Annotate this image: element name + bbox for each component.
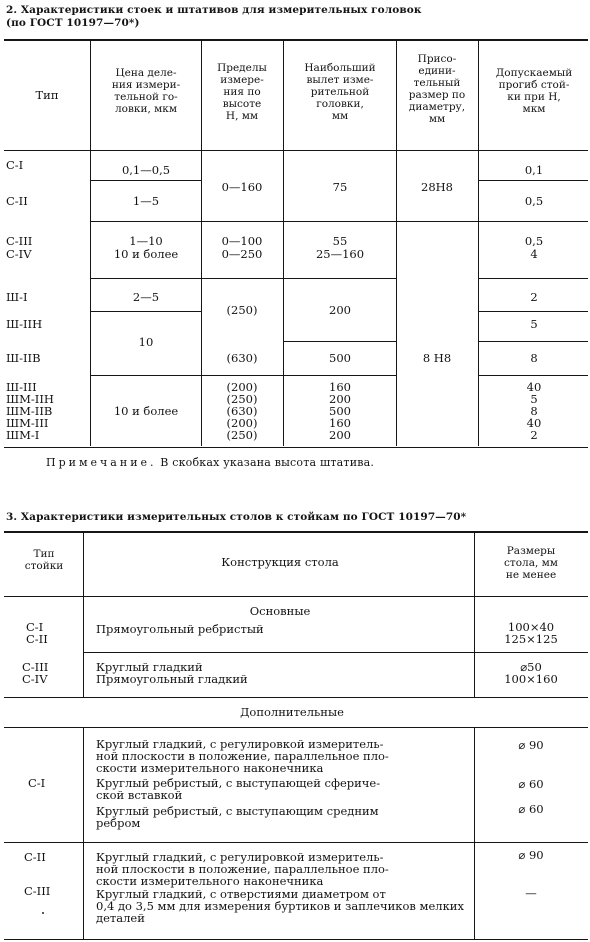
table2-col-divider	[283, 40, 284, 446]
t3-row-construction: ной плоскости в положение, параллельное пло-	[96, 749, 389, 763]
row-type: С-I	[6, 158, 24, 172]
header-diameter-6: мм	[428, 113, 446, 125]
table2-row-rule	[478, 375, 588, 376]
row-reach: 500	[329, 351, 351, 365]
row-reach: 25—160	[315, 247, 365, 261]
table2-row-rule	[90, 180, 201, 181]
section-main: Основные	[249, 604, 311, 618]
row-reach: 75	[332, 180, 348, 194]
table2-top-rule	[4, 39, 588, 41]
row-limits: (250)	[226, 303, 258, 317]
row-deflection: 0,5	[524, 234, 544, 248]
t3-row-size: —	[525, 886, 537, 900]
t3-header-construction: Конструкция стола	[221, 555, 339, 569]
table2-row-rule	[90, 221, 478, 222]
t3-header-type-1: Тип	[33, 548, 55, 560]
row-type: С-IV	[6, 247, 32, 261]
row-deflection: 5	[530, 392, 538, 406]
table3-bottom-rule	[4, 939, 588, 940]
t3-row-construction: скости измерительного наконечника	[96, 761, 324, 775]
row-reach: 200	[329, 428, 351, 442]
speck-mark	[42, 912, 44, 914]
row-limits: (630)	[226, 404, 258, 418]
t3-row-size: ⌀50	[520, 660, 542, 674]
row-limits: (630)	[226, 351, 258, 365]
header-reach-4: головки,	[316, 98, 364, 110]
row-limits: (250)	[226, 392, 258, 406]
header-reach-5: мм	[331, 110, 349, 122]
table2-row-rule	[478, 221, 588, 222]
header-diameter-3: тельный	[413, 77, 461, 89]
table2-col-divider	[478, 40, 479, 446]
row-type: ШМ-IIН	[6, 392, 54, 406]
table3-col-divider	[474, 728, 475, 939]
t3-row-construction: ной плоскости в положение, параллельное пло-	[96, 862, 389, 876]
t3-row-type: С-I	[28, 776, 46, 790]
t3-header-size-1: Размеры	[506, 545, 556, 557]
t3-row-type: С-IV	[22, 672, 48, 686]
table3-group-rule	[4, 842, 588, 843]
t3-row-size: ⌀ 90	[518, 738, 544, 752]
row-limits: (250)	[226, 428, 258, 442]
table3-col-divider	[474, 532, 475, 697]
row-deflection: 2	[530, 428, 538, 442]
table2-row-rule	[478, 180, 588, 181]
t3-row-construction: ской вставкой	[96, 788, 183, 802]
row-type: ШМ-I	[6, 428, 40, 442]
t3-row-size: 100×160	[504, 672, 558, 686]
row-type: Ш-III	[6, 380, 37, 394]
t3-row-construction: Прямоугольный ребристый	[96, 622, 264, 636]
table2-row-rule	[478, 341, 588, 342]
header-diameter-5: диаметру,	[408, 101, 466, 113]
t3-header-size-3: не менее	[505, 569, 557, 581]
table2-bottom-rule	[4, 447, 588, 448]
row-deflection: 8	[530, 351, 538, 365]
table2-title: 2. Характеристики стоек и штативов для измерительных головок	[6, 4, 422, 16]
header-deflection-4: мкм	[522, 103, 546, 115]
table2-header-rule	[4, 150, 588, 151]
header-deflection-3: ки при Н,	[507, 91, 561, 103]
table2-row-rule	[478, 278, 588, 279]
table3-section-rule	[4, 697, 588, 698]
header-deflection-1: Допускаемый	[495, 67, 573, 79]
note-label: Примечание.	[46, 456, 157, 469]
row-deflection: 40	[526, 380, 542, 394]
table2-row-rule	[90, 375, 396, 376]
table3-top-rule	[4, 531, 588, 533]
header-limits-4: высоте	[222, 98, 262, 110]
row-reach: 200	[329, 392, 351, 406]
row-limits: 0—160	[221, 180, 263, 194]
row-limits: (200)	[226, 380, 258, 394]
header-diameter-1: Присо-	[417, 53, 457, 65]
row-limits: 0—100	[221, 234, 263, 248]
header-division-3: тельной го-	[114, 91, 178, 103]
header-division-2: ния измери-	[111, 79, 181, 91]
row-type: С-II	[6, 194, 28, 208]
row-deflection: 0,5	[524, 194, 544, 208]
row-deflection: 40	[526, 416, 542, 430]
header-division-4: ловки, мкм	[114, 103, 178, 115]
t3-row-size: ⌀ 90	[518, 848, 544, 862]
t3-header-type-2: стойки	[24, 560, 64, 572]
t3-row-size: 100×40	[507, 620, 555, 634]
header-diameter-4: размер по	[408, 89, 466, 101]
table3-header-rule	[4, 596, 588, 597]
table2-col-divider	[201, 40, 202, 446]
note-text: В скобках указана высота штатива.	[160, 456, 375, 469]
t3-row-size: ⌀ 60	[518, 777, 544, 791]
row-reach: 200	[329, 303, 351, 317]
t3-row-type: С-II	[26, 632, 48, 646]
header-reach-2: вылет изме-	[306, 74, 374, 86]
t3-row-construction: Круглый ребристый, с выступающим средним	[96, 804, 379, 818]
row-reach: 55	[332, 234, 348, 248]
header-limits-2: измере-	[220, 74, 264, 86]
t3-row-construction: 0,4 до 3,5 мм для измерения буртиков и заплечиков мелких деталей	[96, 899, 464, 925]
table2-subtitle: (по ГОСТ 10197—70*)	[6, 17, 140, 29]
t3-row-construction: Круглый гладкий, с регулировкой измеритель-	[96, 737, 384, 751]
row-diameter: 8 Н8	[422, 351, 452, 365]
table3-section-rule	[4, 727, 588, 728]
header-limits-1: Пределы	[217, 62, 267, 74]
row-reach: 160	[329, 416, 351, 430]
row-division: 1—10	[129, 234, 163, 248]
row-division: 1—5	[132, 194, 160, 208]
t3-row-construction: ребром	[96, 816, 141, 830]
row-deflection: 5	[530, 317, 538, 331]
table2-row-rule	[90, 278, 396, 279]
t3-row-type: С-I	[26, 620, 44, 634]
table2-note	[46, 456, 374, 469]
row-reach: 160	[329, 380, 351, 394]
row-type: ШМ-III	[6, 416, 49, 430]
table2-col-divider	[90, 40, 91, 446]
table2-row-rule	[90, 311, 201, 312]
t3-row-size: 125×125	[504, 632, 558, 646]
t3-row-construction: Прямоугольный гладкий	[96, 672, 248, 686]
row-deflection: 8	[530, 404, 538, 418]
header-type: Тип	[35, 88, 59, 102]
row-division: 0,1—0,5	[121, 163, 171, 177]
table2-row-rule	[478, 311, 588, 312]
t3-row-type: С-III	[24, 884, 51, 898]
row-limits: 0—250	[221, 247, 263, 261]
table2-col-divider	[396, 40, 397, 446]
header-division-1: Цена деле-	[115, 67, 177, 79]
row-type: Ш-I	[6, 290, 28, 304]
row-type: Ш-IIН	[6, 317, 43, 331]
table3-title: 3. Характеристики измерительных столов к стойкам по ГОСТ 10197—70*	[6, 511, 467, 523]
row-deflection: 2	[530, 290, 538, 304]
row-deflection: 4	[530, 247, 538, 261]
t3-row-type: С-III	[22, 660, 49, 674]
t3-row-construction: Круглый гладкий	[96, 660, 203, 674]
t3-row-construction: Круглый гладкий, с регулировкой измеритель-	[96, 850, 384, 864]
row-division: 2—5	[132, 290, 160, 304]
table2-row-rule	[283, 341, 396, 342]
row-division: 10	[138, 335, 154, 349]
header-limits-3: ния по	[223, 86, 261, 98]
t3-row-construction: Круглый гладкий, с отверстиями диаметром от	[96, 887, 386, 901]
header-deflection-2: прогиб стой-	[498, 79, 570, 91]
header-limits-5: Н, мм	[225, 110, 259, 122]
header-reach-1: Наибольший	[304, 62, 376, 74]
t3-row-construction: Круглый ребристый, с выступающей сфериче-	[96, 776, 381, 790]
row-limits: (200)	[226, 416, 258, 430]
row-diameter: 28Н8	[421, 180, 453, 194]
row-type: ШМ-IIВ	[6, 404, 53, 418]
table3-col-divider	[83, 728, 84, 939]
table3-col-divider	[83, 532, 84, 697]
row-division: 10 и более	[113, 247, 179, 261]
t3-row-type: С-II	[24, 850, 46, 864]
t3-row-size: ⌀ 60	[518, 802, 544, 816]
t3-row-construction: скости измерительного наконечника	[96, 874, 324, 888]
header-diameter-2: едини-	[418, 65, 456, 77]
row-division: 10 и более	[113, 404, 179, 418]
row-type: Ш-IIВ	[6, 351, 41, 365]
row-deflection: 0,1	[524, 163, 544, 177]
table3-row-rule	[84, 652, 588, 653]
row-reach: 500	[329, 404, 351, 418]
row-type: С-III	[6, 234, 33, 248]
t3-header-size-2: стола, мм	[504, 557, 558, 569]
header-reach-3: рительной	[310, 86, 370, 98]
section-extra: Дополнительные	[240, 705, 344, 719]
